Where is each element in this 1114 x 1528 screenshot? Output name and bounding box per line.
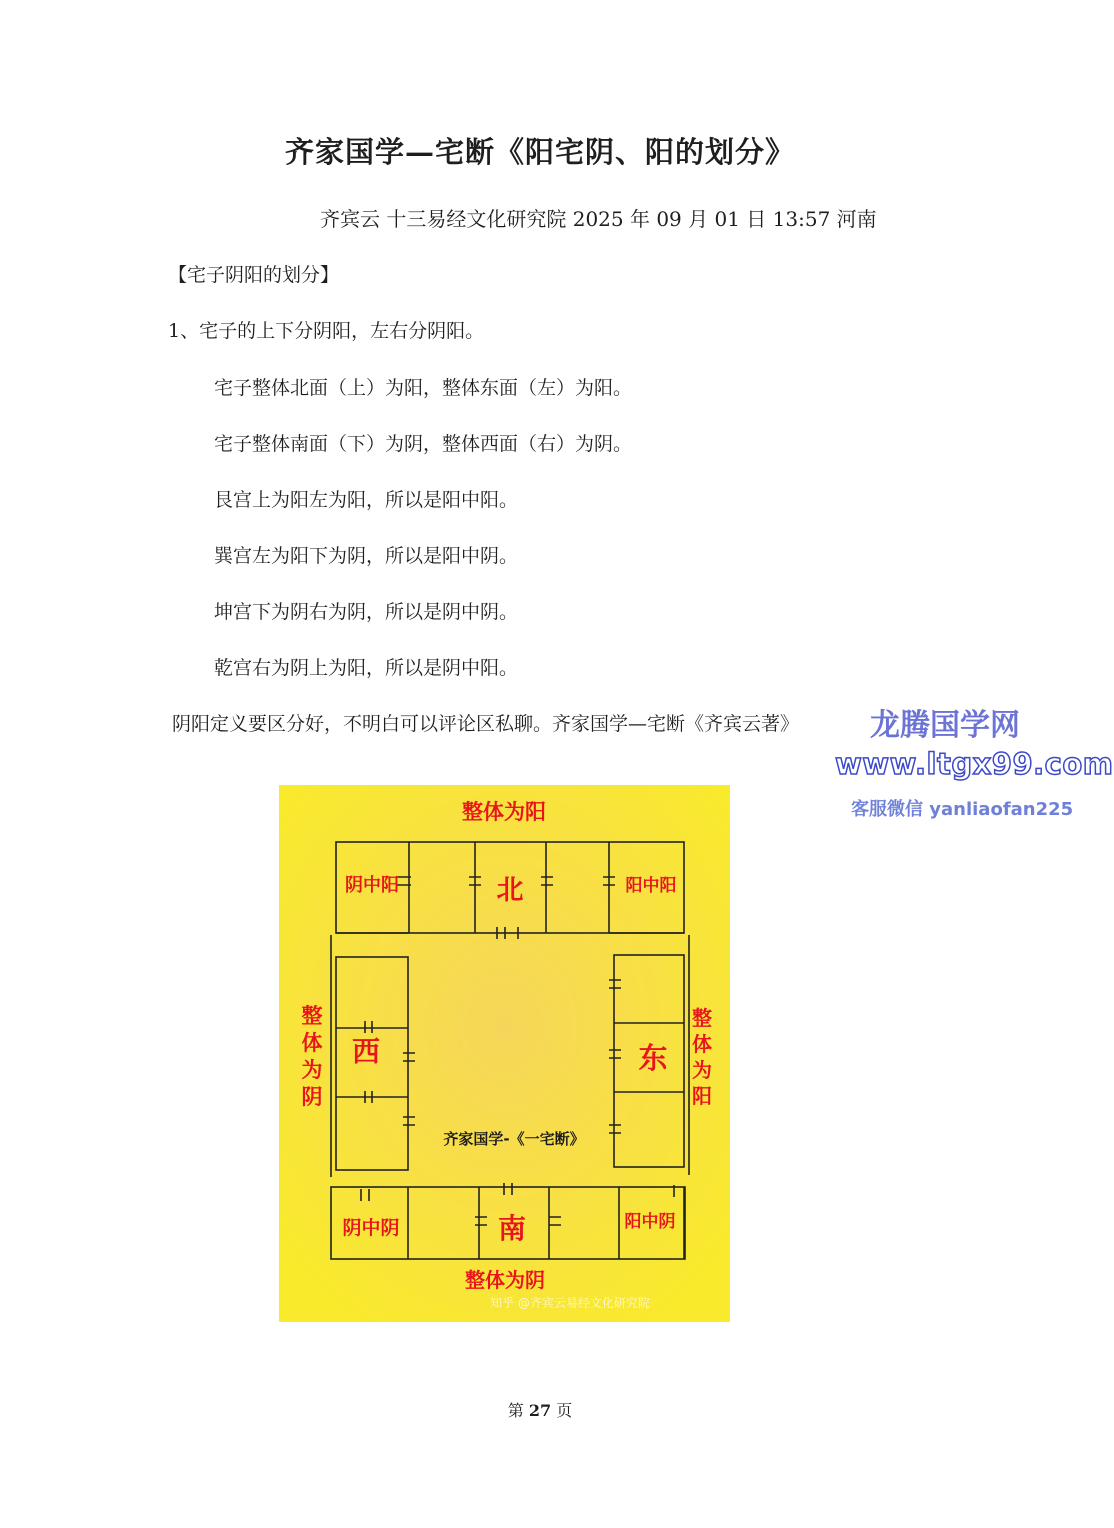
diagram-source-watermark: 知乎 @齐宾云易经文化研究院 <box>490 1296 650 1310</box>
point-1: 1、宅子的上下分阴阳，左右分阴阳。 <box>168 320 485 342</box>
label-left-whole-4: 阴 <box>301 1085 323 1109</box>
line-south-west: 宅子整体南面（下）为阴，整体西面（右）为阴。 <box>214 433 633 455</box>
line-qian: 乾宫右为阴上为阳，所以是阴中阳。 <box>214 657 519 679</box>
document-title: 齐家国学—宅断《阳宅阴、阳的划分》 <box>284 135 795 169</box>
label-south: 南 <box>497 1212 527 1245</box>
page-number-value: 27 <box>528 1401 552 1420</box>
label-bottom-whole: 整体为阴 <box>465 1268 545 1292</box>
label-nw: 阴中阳 <box>345 875 399 896</box>
watermark-contact: 客服微信 yanliaofan225 <box>851 799 1074 820</box>
label-right-whole-1: 整 <box>692 1006 712 1030</box>
line-gen: 艮宫上为阳左为阳，所以是阳中阳。 <box>214 489 519 511</box>
watermark-url: www.ltgx99.com <box>835 747 1114 781</box>
label-right-whole-2: 体 <box>692 1032 712 1056</box>
byline: 齐宾云 十三易经文化研究院 2025 年 09 月 01 日 13:57 河南 <box>320 207 877 231</box>
house-yin-yang-diagram <box>279 785 730 1322</box>
page-suffix: 页 <box>556 1401 573 1420</box>
diagram-center-caption: 齐家国学-《一宅断》 <box>443 1130 585 1148</box>
line-north-east: 宅子整体北面（上）为阳，整体东面（左）为阳。 <box>214 377 633 399</box>
label-sw: 阴中阴 <box>342 1217 400 1239</box>
line-kun: 坤宫下为阴右为阴，所以是阴中阴。 <box>214 601 519 623</box>
line-xun: 巽宫左为阳下为阴，所以是阳中阴。 <box>214 545 519 567</box>
label-north: 北 <box>496 875 524 906</box>
label-left-whole-1: 整 <box>301 1004 323 1028</box>
section-heading: 【宅子阴阳的划分】 <box>168 264 340 286</box>
page-number <box>0 1398 1080 1421</box>
label-ne: 阳中阳 <box>625 876 677 896</box>
label-east: 东 <box>638 1041 668 1075</box>
label-right-whole-4: 阳 <box>692 1084 712 1108</box>
label-se: 阳中阴 <box>624 1212 676 1232</box>
watermark-brand: 龙腾国学网 <box>870 708 1020 743</box>
closing-paragraph: 阴阳定义要区分好，不明白可以评论区私聊。齐家国学—宅断《齐宾云著》 <box>172 713 800 735</box>
label-west: 西 <box>351 1035 381 1068</box>
label-right-whole-3: 为 <box>692 1058 712 1082</box>
label-left-whole-2: 体 <box>301 1031 323 1055</box>
label-left-whole-3: 为 <box>301 1058 323 1082</box>
page-prefix: 第 <box>507 1401 524 1420</box>
label-top-whole: 整体为阳 <box>462 800 546 824</box>
